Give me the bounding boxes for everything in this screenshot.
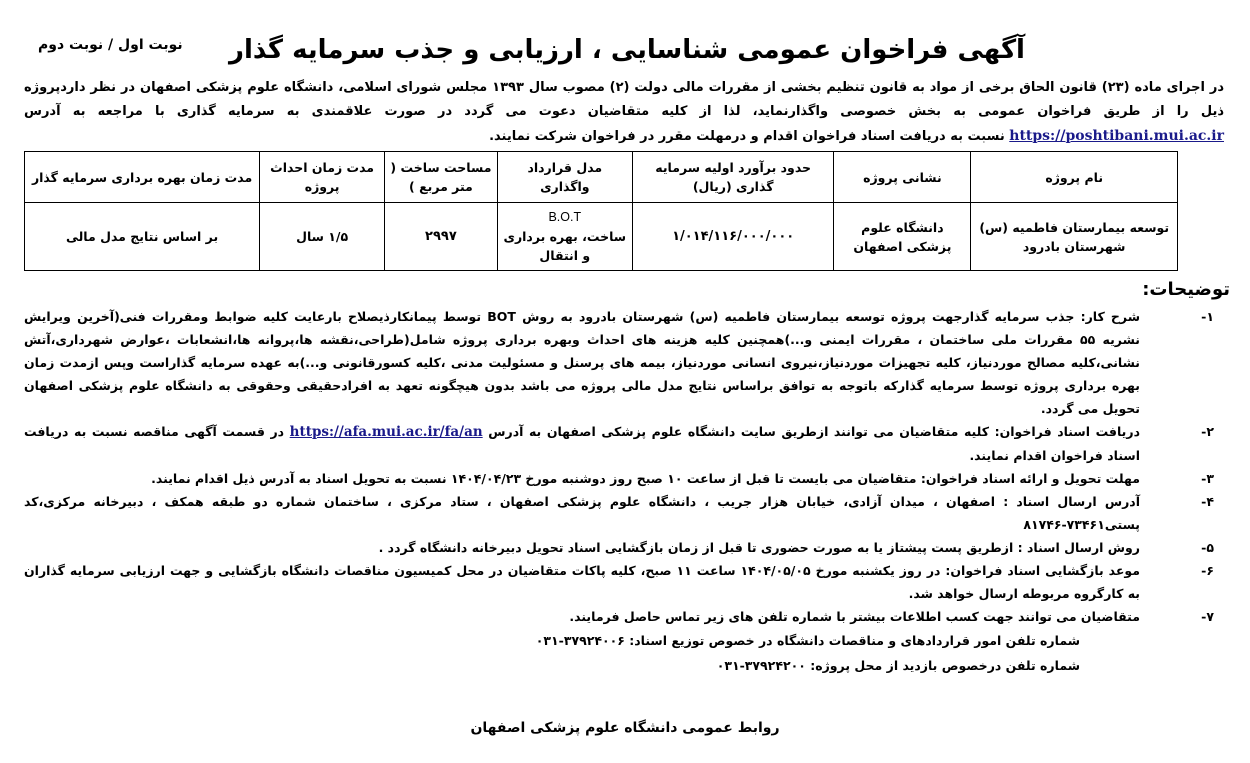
project-table [24,151,1178,271]
header-operation-period: مدت زمان بهره برداری سرمایه گذار [25,152,260,203]
contract-model-description: ساخت، بهره برداری و انتقال [503,229,627,263]
list-item [24,559,1230,605]
contract-model-code: B.O.T [548,210,582,224]
tender-docs-link[interactable]: https://afa.mui.ac.ir/fa/an [289,424,483,440]
item-text: موعد بازگشایی اسناد فراخوان: در روز یکشنبه مورخ ۱۴۰۴/۰۵/۰۵ ساعت ۱۱ صبح، کلیه پاکات متقاضیان در محل کمیسیون مناقصات دانشگاه بازگشایی و جهت ارزیابی سرمایه گذاران به کارگروه مربوطه ارسال خواهد شد. [24,563,1141,601]
item-number: ۳- [1201,471,1214,486]
header-contract-model: مدل قرارداد واگذاری [497,152,632,203]
intro-text-1: در اجرای ماده (۲۳) قانون الحاق برخی از مواد به قانون تنظیم بخشی از مقررات مالی دولت (۲) مصوب سال ۱۳۹۳ مجلس شورای اسلامی، دانشگاه علوم پزشکی اصفهان در نظر داردپروژه ذیل را از طریق فراخوان عمومی به بخش خصوصی واگذارنماید، لذا از کلیه متقاضیان دعوت می گردد در صورت علاقمندی به سرمایه گذاری با مراجعه به آدرس [24,80,1224,119]
contracts-phone: شماره تلفن امور قراردادهای و مناقصات دانشگاه در خصوص توزیع اسناد: ۳۷۹۲۴۰۰۶-۰۳۱ [535,633,1080,648]
header-construction-period: مدت زمان احداث پروژه [260,152,385,203]
cell-construction-period: ۱/۵ سال [260,203,385,271]
list-item [24,420,1230,467]
list-item [24,536,1230,559]
item-text: روش ارسال اسناد : ازطریق پست پیشتاز یا به صورت حضوری تا قبل از زمان بازگشایی اسناد تحویل دبیرخانه دانشگاه گردد . [378,540,1140,555]
item-text: مهلت تحویل و ارائه اسناد فراخوان: متقاضیان می بایست تا قبل از ساعت ۱۰ صبح روز دوشنبه مورخ ۱۴۰۴/۰۴/۲۳ نسبت به تحویل اسناد به آدرس ذیل اقدام نمایند. [151,471,1140,486]
item-text: به روش BOT توسط پیمانکارذیصلاح بارعایت کلیه ضوابط ومقررات فنی(آخرین ویرایش نشریه ۵۵ مقررات ملی ساختمان ، مقررات ایمنی و...)همچنین کلیه هزینه های احداث وبهره برداری پروژه شامل(طراحی،نقشه ها،پروانه ها،انشعابات ،عوارض شهرداری،آتش نشانی،کلیه مصالح موردنیاز، کلیه تجهیزات موردنیاز،نیروی انسانی موردنیاز، بیمه های پرسنل و مسئولیت مدنی ،کلیه کسورقانونی و...)به عهده سرمایه گذاراست وپس ازمدت زمان بهره برداری پروژه توسط سرمایه گذارکه باتوجه به توافق براساس نتایج مدل مالی پروژه می باشد بدون هیچگونه تعهد به افرادحقیقی وحقوقی به دانشگاه علوم پزشکی اصفهان تحویل می گردد. [24,309,1140,416]
table-row [25,203,1178,271]
documents-portal-link[interactable]: https://poshtibani.mui.ac.ir [1009,128,1224,144]
page-title: آگهی فراخوان عمومی شناسایی ، ارزیابی و جذب سرمایه گذار [229,35,1025,65]
header-estimated-cost: حدود برآورد اولیه سرمایه گذاری (ریال) [632,152,834,203]
list-item [24,305,1230,420]
notes-list [24,305,1230,628]
item-lead: شرح کار: جذب سرمایه گذارجهت پروژه [891,309,1140,324]
item-number: ۱- [1201,309,1214,324]
item-number: ۴- [1201,494,1214,509]
footer-signature: روابط عمومی دانشگاه علوم پزشکی اصفهان [470,720,780,736]
item-project-emphasis: توسعه بیمارستان فاطمیه (س) شهرستان بادرود [578,309,885,324]
cell-build-area: ۲۹۹۷ [385,203,498,271]
table-header-row [25,152,1178,203]
site-visit-phone: شماره تلفن درخصوص بازدید از محل پروژه: ۳۷۹۲۴۲۰۰-۰۳۱ [716,658,1080,673]
cell-contract-model [497,203,632,271]
item-number: ۲- [1201,424,1214,439]
cell-project-name: توسعه بیمارستان فاطمیه (س) شهرستان بادرود [971,203,1178,271]
item-text: متقاضیان می توانند جهت کسب اطلاعات بیشتر با شماره تلفن های زیر تماس حاصل فرمایند. [569,609,1140,624]
header-project-name: نام پروژه [971,152,1178,203]
round-label: نوبت اول / نوبت دوم [38,37,183,53]
list-item [24,467,1230,490]
item-lead: دریافت اسناد فراخوان: کلیه متقاضیان می توانند ازطریق سایت دانشگاه علوم پزشکی اصفهان به آدرس [488,424,1140,439]
item-number: ۵- [1201,540,1214,555]
item-text: در قسمت آگهی مناقصه نسبت به دریافت اسناد فراخوان اقدام نمایند. [24,424,1140,463]
list-item [24,490,1230,536]
header-build-area: مساحت ساخت ( متر مربع ) [385,152,498,203]
notes-heading: توضیحات: [1142,279,1230,300]
cost-value: ۱/۰۱۴/۱۱۶/۰۰۰/۰۰۰ [672,229,795,244]
item-number: ۷- [1201,609,1214,624]
list-item [24,605,1230,628]
header-project-address: نشانی پروژه [834,152,971,203]
intro-text-2: نسبت به دریافت اسناد فراخوان اقدام و درمهلت مقرر در فراخوان شرکت نمایند. [489,129,1005,144]
cell-operation-period: بر اساس نتایج مدل مالی [25,203,260,271]
item-number: ۶- [1201,563,1214,578]
intro-paragraph [24,76,1224,149]
cell-project-address: دانشگاه علوم پزشکی اصفهان [834,203,971,271]
cell-estimated-cost [632,203,834,271]
item-text: آدرس ارسال اسناد : اصفهان ، میدان آزادی، خیابان هزار جریب ، دانشگاه علوم پزشکی اصفهان ، ستاد مرکزی ، ساختمان شماره دو طبقه همکف ، دبیرخانه مرکزی،کد پستی۷۳۴۶۱-۸۱۷۴۶ [24,494,1140,532]
